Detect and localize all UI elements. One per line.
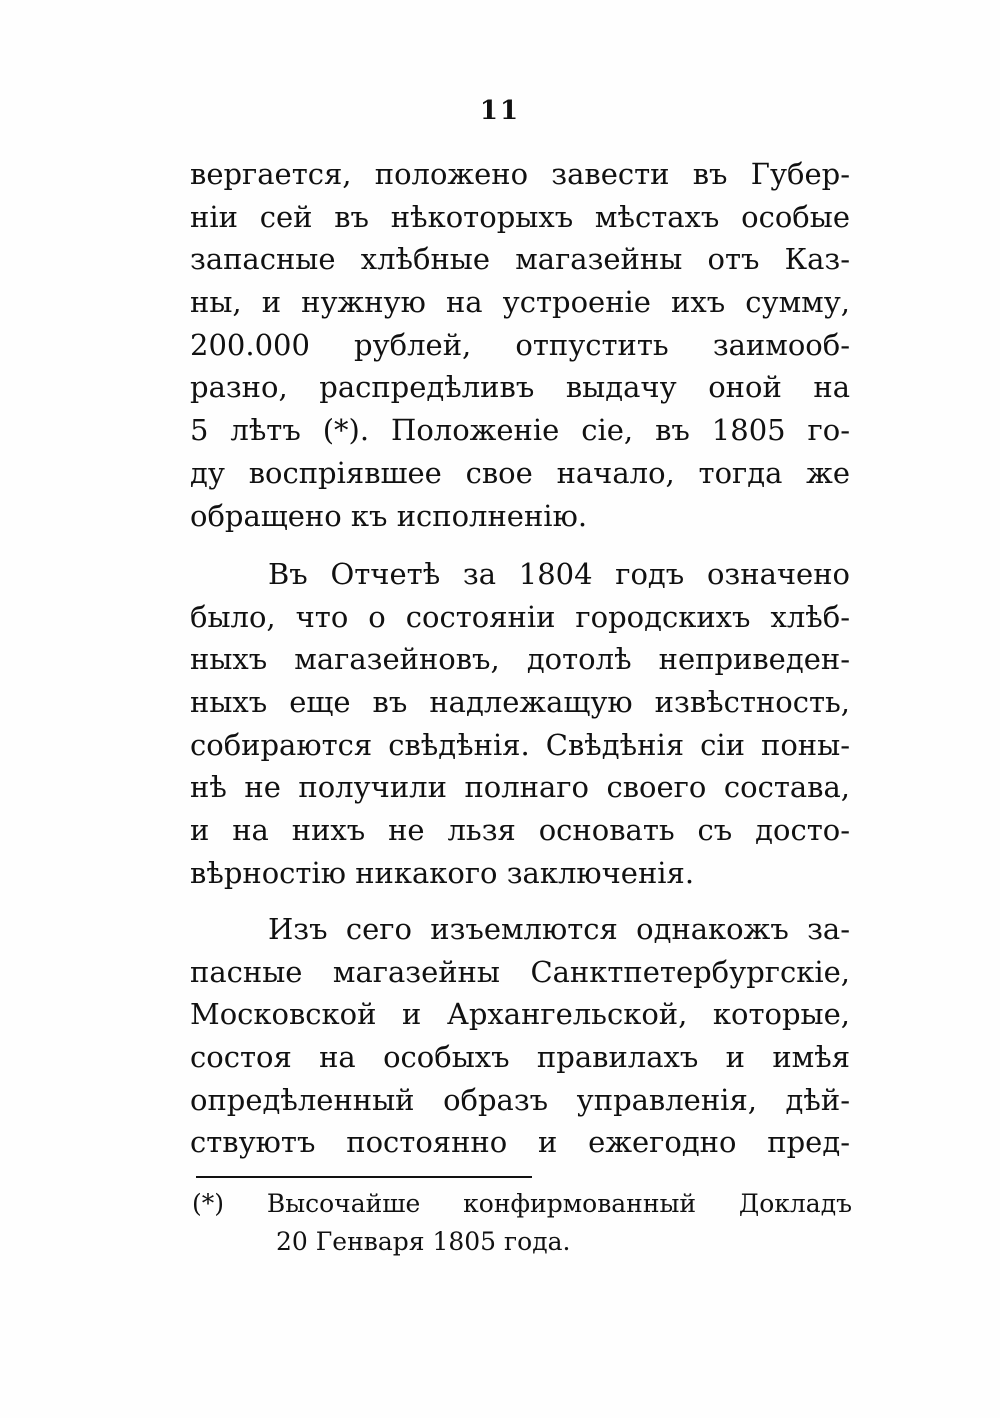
footnote-line: (*) Высочайше конфирмованный Докладъ — [192, 1189, 852, 1218]
footnote-line: 20 Генваря 1805 года. — [276, 1227, 571, 1256]
text-line: пасные магазейны Санктпетербургскіе, — [190, 954, 850, 989]
page-number: 11 — [479, 96, 521, 126]
text-line: вѣрностію никакого заключенія. — [190, 855, 695, 890]
paragraph-3 — [190, 908, 850, 1164]
footnote-divider — [196, 1176, 532, 1178]
text-line: Изъ сего изъемлются однакожъ за- — [268, 912, 850, 946]
text-line: ствуютъ постоянно и ежегодно пред- — [190, 1125, 850, 1160]
text-line: состоя на особыхъ правилахъ и имѣя — [190, 1040, 850, 1075]
paragraph-1 — [190, 153, 850, 537]
text-line: ныхъ еще въ надлежащую извѣстность, — [190, 685, 850, 720]
text-line: опредѣленный образъ управленія, дѣй- — [190, 1082, 850, 1117]
text-line: разно, распредѣливъ выдачу оной на — [190, 370, 850, 405]
text-line: запасные хлѣбные магазейны отъ Каз- — [190, 242, 850, 277]
text-line: собираются свѣдѣнія. Свѣдѣнія сіи поны- — [190, 727, 850, 762]
text-line: обращено къ исполненію. — [190, 498, 588, 533]
text-line: Московской и Архангельской, которые, — [190, 997, 850, 1032]
text-line: было, что о состояніи городскихъ хлѣб- — [190, 599, 850, 634]
text-line: ныхъ магазейновъ, дотолѣ неприведен- — [190, 642, 850, 677]
text-line: Въ Отчетѣ за 1804 годъ означено — [268, 557, 850, 591]
paragraph-2 — [190, 553, 850, 895]
text-line: вергается, положено завести въ Губер- — [190, 157, 850, 191]
text-line: и на нихъ не льзя основать съ досто- — [190, 813, 850, 848]
text-line: нѣ не получили полнаго своего состава, — [190, 770, 850, 805]
text-line: ніи сей въ нѣкоторыхъ мѣстахъ особые — [190, 199, 850, 234]
text-line: ду воспріявшее свое начало, тогда же — [190, 455, 850, 490]
footnote — [192, 1185, 852, 1261]
text-line: 200.000 рублей, отпустить заимооб- — [190, 327, 850, 362]
text-line: ны, и нужную на устроеніе ихъ сумму, — [190, 285, 850, 320]
text-line: 5 лѣтъ (*). Положеніе сіе, въ 1805 го- — [190, 413, 850, 448]
